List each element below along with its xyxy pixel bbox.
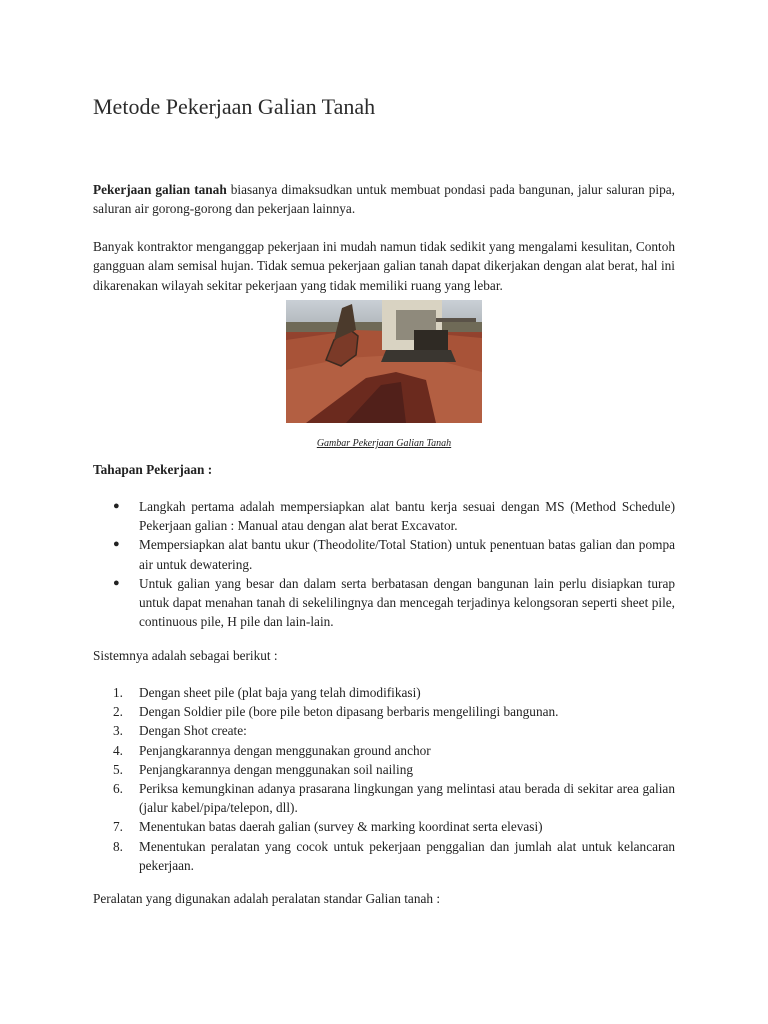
list-item-text: Menentukan peralatan yang cocok untuk pekerjaan penggalian dan jumlah alat untuk kelancaran pekerjaan. (139, 838, 675, 873)
excavation-photo (286, 300, 482, 423)
bullet-marker: ● (113, 538, 120, 551)
list-item-text: Untuk galian yang besar dan dalam serta berbatasan dengan bangunan lain perlu disiapkan turap untuk dapat menahan tanah di sekelilingnya dan mencegah terjadinya kelongsoran seperti sheet pile, continuous pile, H pile dan lain-lain. (139, 575, 675, 630)
list-item-text: Mempersiapkan alat bantu ukur (Theodolite/Total Station) untuk penentuan batas galian dan pompa air untuk dewatering. (139, 537, 675, 572)
system-intro: Sistemnya adalah sebagai berikut : (93, 648, 278, 663)
list-item (93, 721, 675, 740)
systems-list (93, 683, 675, 875)
bullet-marker: ● (113, 500, 120, 512)
list-item-text: Penjangkarannya dengan menggunakan ground anchor (139, 742, 431, 758)
list-item (93, 702, 675, 721)
list-item-text: Menentukan batas daerah galian (survey & marking koordinat serta elevasi) (139, 819, 543, 835)
list-item (93, 535, 675, 573)
list-item (93, 760, 675, 779)
list-number: 1. (113, 685, 123, 700)
intro-bold-term: Pekerjaan galian tanah (93, 182, 227, 197)
closing-paragraph: Peralatan yang digunakan adalah peralatan standar Galian tanah : (93, 891, 441, 906)
figure-caption (93, 437, 675, 451)
list-number: 6. (113, 781, 123, 797)
list-item-text: Langkah pertama adalah mempersiapkan alat bantu kerja sesuai dengan MS (Method Schedule) Pekerjaan galian : Manual atau dengan alat berat Excavator. (139, 499, 675, 534)
list-number: 2. (113, 704, 123, 720)
figure-caption-text: Gambar Pekerjaan Galian Tanah (316, 438, 452, 449)
page-title: Metode Pekerjaan Galian Tanah (93, 94, 376, 119)
stages-heading: Tahapan Pekerjaan : (93, 462, 213, 477)
list-item-text: Dengan Soldier pile (bore pile beton dipasang berbaris mengelilingi bangunan. (139, 704, 559, 720)
list-number: 4. (113, 742, 123, 758)
list-item (93, 837, 675, 875)
list-item (93, 741, 675, 760)
list-number: 7. (113, 819, 123, 835)
list-number: 5. (113, 761, 123, 777)
list-number: 3. (113, 723, 123, 739)
list-item (93, 497, 675, 535)
list-item (93, 779, 675, 817)
list-number: 8. (113, 838, 123, 854)
stages-list (93, 497, 675, 631)
list-item-text: Penjangkarannya dengan menggunakan soil nailing (139, 761, 413, 777)
list-item (93, 683, 675, 702)
list-item (93, 817, 675, 836)
intro-paragraph (93, 180, 675, 219)
list-item-text: Dengan Shot create: (139, 723, 247, 739)
list-item-text: Periksa kemungkinan adanya prasarana lingkungan yang melintasi atau berada di sekitar area galian (jalur kabel/pipa/telepon, dll). (139, 781, 675, 816)
intro-text: biasanya dimaksudkan untuk membuat pondasi pada bangunan, jalur saluran pipa, saluran air gorong-gorong dan pekerjaan lainnya. (93, 182, 675, 217)
bullet-marker: ● (113, 576, 120, 589)
second-paragraph: Banyak kontraktor menganggap pekerjaan ini mudah namun tidak sedikit yang mengalami kesulitan, Contoh gangguan alam semisal hujan. Tidak semua pekerjaan galian tanah dapat dikerjakan dengan alat berat, hal ini dikarenakan wilayah sekitar pekerjaan yang tidak memiliki ruang yang lebar. (93, 239, 675, 293)
list-item (93, 574, 675, 632)
list-item-text: Dengan sheet pile (plat baja yang telah dimodifikasi) (139, 685, 421, 700)
